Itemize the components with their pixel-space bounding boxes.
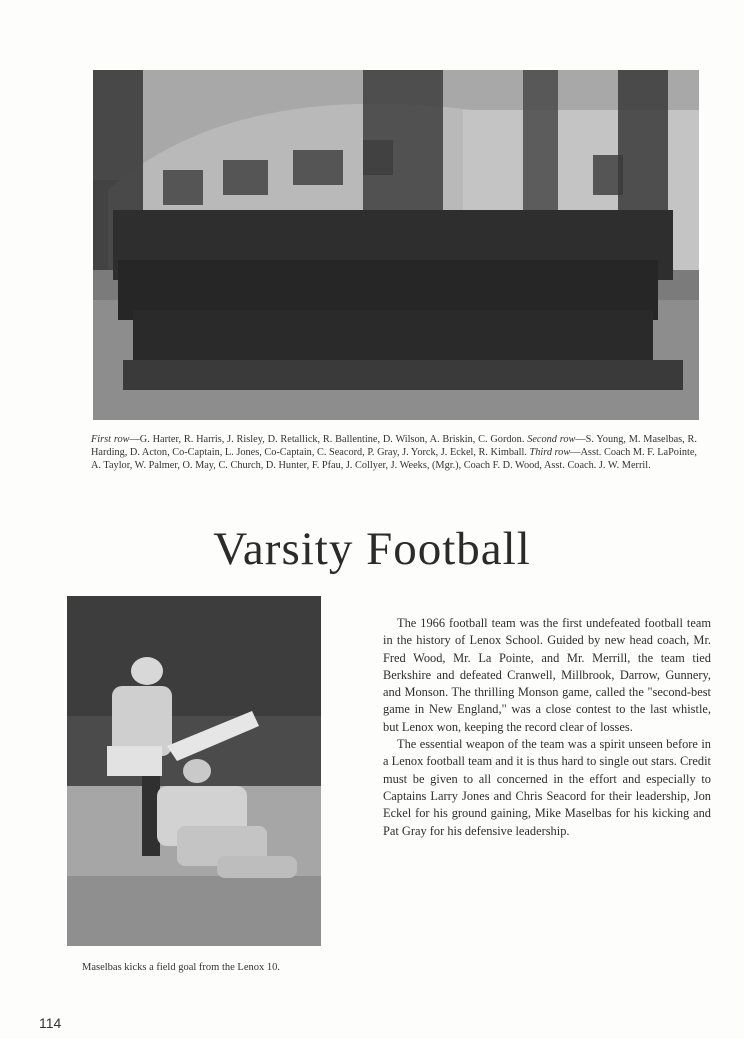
- second-row-label: Second row: [527, 434, 576, 445]
- page-title: Varsity Football: [213, 523, 531, 575]
- article-paragraph: The essential weapon of the team was a spirit unseen before in a Lenox football team and it is thus hard to single out stars. Credit must be given to all concerned in the effort and especially to Captains Larry Jones and Chris Seacord for their leadership, Jon Eckel for his ground gaining, Mike Maselbas for his kicking and Pat Gray for his defensive leadership.: [383, 737, 711, 838]
- kick-photo: [67, 596, 321, 946]
- kick-photo-illustration: [67, 596, 321, 946]
- first-row-names: —G. Harter, R. Harris, J. Risley, D. Retallick, R. Ballentine, D. Wilson, A. Briskin, C. Gordon.: [129, 434, 528, 445]
- article-paragraph: The 1966 football team was the first undefeated football team in the history of Lenox School. Guided by new head coach, Mr. Fred Wood, Mr. La Pointe, and Mr. Merrill, the team tied Berkshire and defeated Cranwell, Millbrook, Darrow, Gunnery, and Monson. The thrilling Monson game, called the "second-best game in New England," was a close contest to the last whistle, but Lenox won, keeping the record clear of losses.: [383, 616, 711, 734]
- team-photo: [93, 70, 699, 420]
- team-photo-illustration: [93, 70, 699, 420]
- second-row-names: —S. Young, M. Maselbas, R. Harding, D. Acton, Co-Captain, L. Jones, Co-Captain, C. Seacord, P. Gray, J. Yorck, J. Eckel, R. Kimball.: [91, 434, 697, 458]
- page-number: 114: [39, 1015, 62, 1031]
- team-caption: [91, 433, 697, 472]
- third-row-names: —Asst. Coach M. F. LaPointe, A. Taylor, W. Palmer, O. May, C. Church, D. Hunter, F. Pfau, J. Collyer, J. Weeks, (Mgr.), Coach F. D. Wood, Asst. Coach. J. W. Merril.: [91, 447, 697, 471]
- kick-photo-caption: Maselbas kicks a field goal from the Lenox 10.: [82, 962, 280, 973]
- first-row-label: First row: [91, 434, 130, 445]
- third-row-label: Third row: [529, 447, 571, 458]
- article-body: [383, 615, 711, 840]
